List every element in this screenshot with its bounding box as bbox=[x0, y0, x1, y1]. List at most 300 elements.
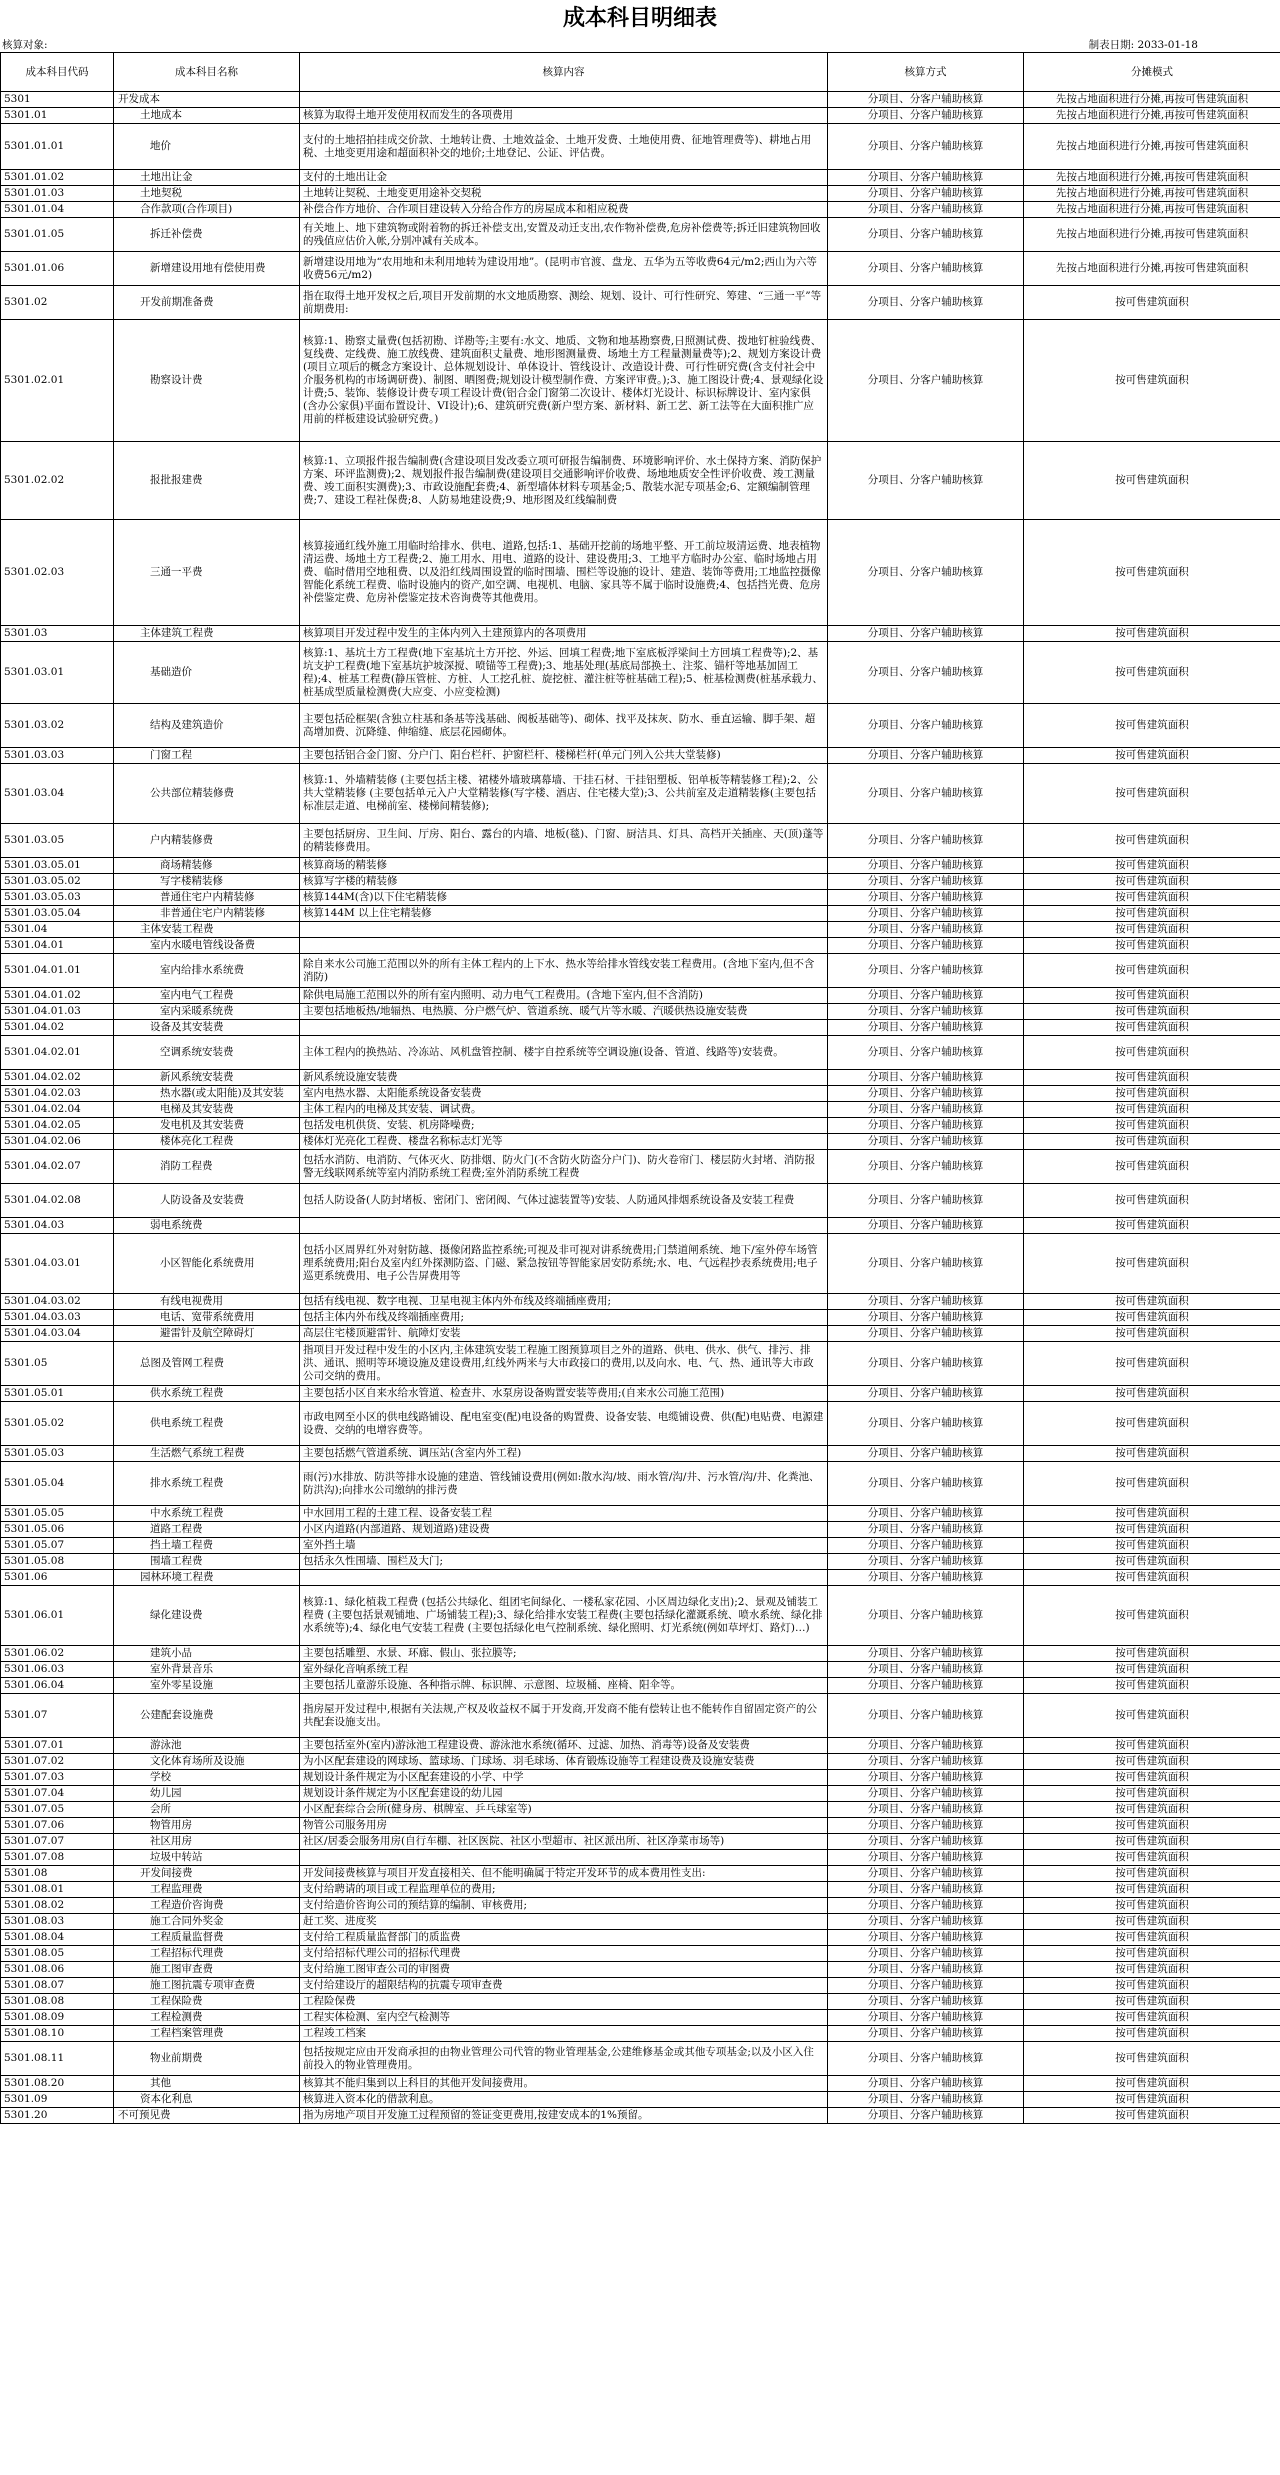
code-cell: 5301.05.02 bbox=[1, 1402, 114, 1446]
method-cell: 分项目、分客户辅助核算 bbox=[828, 1962, 1024, 1978]
content-cell: 社区/居委会服务用房(自行车棚、社区医院、社区小型超市、社区派出所、社区净菜市场等) bbox=[300, 1834, 828, 1850]
name-cell: 土地出让金 bbox=[114, 170, 300, 186]
code-cell: 5301.03.05.02 bbox=[1, 874, 114, 890]
name-cell: 避雷针及航空障碍灯 bbox=[114, 1326, 300, 1342]
mode-cell: 按可售建筑面积 bbox=[1024, 2076, 1280, 2092]
content-cell bbox=[300, 1570, 828, 1586]
content-cell: 主体工程内的换热站、冷冻站、风机盘管控制、楼宇自控系统等空调设施(设备、管道、线路等)安装费。 bbox=[300, 1036, 828, 1070]
method-cell: 分项目、分客户辅助核算 bbox=[828, 170, 1024, 186]
method-cell: 分项目、分客户辅助核算 bbox=[828, 748, 1024, 764]
code-cell: 5301.05.05 bbox=[1, 1506, 114, 1522]
mode-cell: 按可售建筑面积 bbox=[1024, 1978, 1280, 1994]
content-cell: 主要包括砼框架(含独立柱基和条基等浅基础、阀板基础等)、砌体、找平及抹灰、防水、垂直运输、脚手架、超高增加费、沉降缝、伸缩缝、底层花园砌体。 bbox=[300, 704, 828, 748]
name-cell: 室内水暖电管线设备费 bbox=[114, 938, 300, 954]
table-row bbox=[1, 286, 1280, 320]
table-row bbox=[1, 938, 1280, 954]
code-cell: 5301.04.01.01 bbox=[1, 954, 114, 988]
name-cell: 园林环境工程费 bbox=[114, 1570, 300, 1586]
name-cell: 发电机及其安装费 bbox=[114, 1118, 300, 1134]
content-cell: 工程竣工档案 bbox=[300, 2026, 828, 2042]
mode-cell: 先按占地面积进行分摊,再按可售建筑面积 bbox=[1024, 186, 1280, 202]
content-cell: 核算进入资本化的借款利息。 bbox=[300, 2092, 828, 2108]
table-row bbox=[1, 1754, 1280, 1770]
table-row bbox=[1, 2076, 1280, 2092]
method-cell: 分项目、分客户辅助核算 bbox=[828, 1446, 1024, 1462]
code-cell: 5301.08.08 bbox=[1, 1994, 114, 2010]
method-cell: 分项目、分客户辅助核算 bbox=[828, 988, 1024, 1004]
method-cell: 分项目、分客户辅助核算 bbox=[828, 1004, 1024, 1020]
mode-cell: 按可售建筑面积 bbox=[1024, 1462, 1280, 1506]
code-cell: 5301.01.05 bbox=[1, 218, 114, 252]
content-cell: 核算:1、基坑土方工程费(地下室基坑土方开挖、外运、回填工程费;地下室底板浮梁间土方回填工程费等);2、基坑支护工程费(地下室基坑护坡深搅、喷锚等工程费);3、地基处理(基底局部换土、注浆、锚杆等地基加固工程);4、桩基工程费(静压管桩、方桩、人工挖孔桩、旋挖桩、灌注桩等桩基础工程);5、桩基检测费(桩基承载力、桩基成型质量检测费(大应变、小应变检测) bbox=[300, 642, 828, 704]
code-cell: 5301.04.02.07 bbox=[1, 1150, 114, 1184]
content-cell: 市政电网至小区的供电线路铺设、配电室变(配)电设备的购置费、设备安装、电缆铺设费、供(配)电贴费、电源建设费、交纳的电增容费等。 bbox=[300, 1402, 828, 1446]
table-row bbox=[1, 1538, 1280, 1554]
method-cell: 分项目、分客户辅助核算 bbox=[828, 1646, 1024, 1662]
method-cell: 分项目、分客户辅助核算 bbox=[828, 1882, 1024, 1898]
name-cell: 勘察设计费 bbox=[114, 320, 300, 442]
mode-cell: 按可售建筑面积 bbox=[1024, 938, 1280, 954]
name-cell: 室内采暖系统费 bbox=[114, 1004, 300, 1020]
code-cell: 5301.07 bbox=[1, 1694, 114, 1738]
content-cell: 指为房地产项目开发施工过程预留的签证变更费用,按建安成本的1%预留。 bbox=[300, 2108, 828, 2124]
mode-cell: 按可售建筑面积 bbox=[1024, 1004, 1280, 1020]
content-cell: 规划设计条件规定为小区配套建设的幼儿园 bbox=[300, 1786, 828, 1802]
method-cell: 分项目、分客户辅助核算 bbox=[828, 938, 1024, 954]
code-cell: 5301.01 bbox=[1, 108, 114, 124]
method-cell: 分项目、分客户辅助核算 bbox=[828, 1850, 1024, 1866]
method-cell: 分项目、分客户辅助核算 bbox=[828, 1738, 1024, 1754]
mode-cell: 先按占地面积进行分摊,再按可售建筑面积 bbox=[1024, 202, 1280, 218]
table-row bbox=[1, 1020, 1280, 1036]
name-cell: 弱电系统费 bbox=[114, 1218, 300, 1234]
table-row bbox=[1, 1818, 1280, 1834]
name-cell: 文化体育场所及设施 bbox=[114, 1754, 300, 1770]
name-cell: 写字楼精装修 bbox=[114, 874, 300, 890]
table-row bbox=[1, 1962, 1280, 1978]
mode-cell: 按可售建筑面积 bbox=[1024, 1586, 1280, 1646]
method-cell: 分项目、分客户辅助核算 bbox=[828, 1326, 1024, 1342]
mode-cell: 按可售建筑面积 bbox=[1024, 1786, 1280, 1802]
method-cell: 分项目、分客户辅助核算 bbox=[828, 1020, 1024, 1036]
table-row bbox=[1, 1802, 1280, 1818]
name-cell: 主体安装工程费 bbox=[114, 922, 300, 938]
method-cell: 分项目、分客户辅助核算 bbox=[828, 1978, 1024, 1994]
table-row bbox=[1, 824, 1280, 858]
name-cell: 游泳池 bbox=[114, 1738, 300, 1754]
method-cell: 分项目、分客户辅助核算 bbox=[828, 764, 1024, 824]
method-cell: 分项目、分客户辅助核算 bbox=[828, 642, 1024, 704]
code-cell: 5301.05.08 bbox=[1, 1554, 114, 1570]
table-row bbox=[1, 922, 1280, 938]
content-cell: 指项目开发过程中发生的小区内,主体建筑安装工程施工图预算项目之外的道路、供电、供水、供气、排污、排洪、通讯、照明等环境设施及建设费用,红线外两米与大市政接口的费用,以及向水、电、气、热、通讯等大市政公司交纳的费用。 bbox=[300, 1342, 828, 1386]
mode-cell: 按可售建筑面积 bbox=[1024, 1020, 1280, 1036]
content-cell: 指房屋开发过程中,根据有关法规,产权及收益权不属于开发商,开发商不能有偿转让也不能转作自留固定资产的公共配套设施支出。 bbox=[300, 1694, 828, 1738]
code-cell: 5301.01.06 bbox=[1, 252, 114, 286]
content-cell: 主要包括燃气管道系统、调压站(含室内外工程) bbox=[300, 1446, 828, 1462]
mode-cell: 按可售建筑面积 bbox=[1024, 1834, 1280, 1850]
method-cell: 分项目、分客户辅助核算 bbox=[828, 1834, 1024, 1850]
method-cell: 分项目、分客户辅助核算 bbox=[828, 1586, 1024, 1646]
table-header-row bbox=[1, 53, 1280, 92]
method-cell: 分项目、分客户辅助核算 bbox=[828, 124, 1024, 170]
content-cell: 核算接通红线外施工用临时给排水、供电、道路,包括:1、基础开挖前的场地平整、开工前垃圾清运费、地表植物清运费、场地土方工程费;2、施工用水、用电、道路的设计、建设费用;3、工地平方临时办公室、临时场地占用费、临时借用空地租费、以及沿红线周围设置的临时围墙、围栏等设施的设计、建造、装饰等费用;工地监控摄像智能化系统工程费、临时设施内的资产,如空调、电视机、电脑、家具等不属于临时设施费;4、包括挡光费、危房补偿鉴定费、危房补偿鉴定技术咨询费等其他费用。 bbox=[300, 520, 828, 626]
content-cell: 新增建设用地为“农用地和未利用地转为建设用地”。(昆明市官渡、盘龙、五华为五等收费64元/m2;西山为六等收费56元/m2) bbox=[300, 252, 828, 286]
code-cell: 5301.05.04 bbox=[1, 1462, 114, 1506]
table-row bbox=[1, 626, 1280, 642]
header-content: 核算内容 bbox=[300, 53, 828, 92]
content-cell: 核算144M 以上住宅精装修 bbox=[300, 906, 828, 922]
content-cell: 支付给聘请的项目或工程监理单位的费用; bbox=[300, 1882, 828, 1898]
content-cell: 主要包括铝合金门窗、分户门、阳台栏杆、护窗栏杆、楼梯栏杆(单元门列入公共大堂装修) bbox=[300, 748, 828, 764]
name-cell: 开发成本 bbox=[114, 92, 300, 108]
code-cell: 5301.08.09 bbox=[1, 2010, 114, 2026]
method-cell: 分项目、分客户辅助核算 bbox=[828, 922, 1024, 938]
method-cell: 分项目、分客户辅助核算 bbox=[828, 1754, 1024, 1770]
name-cell: 商场精装修 bbox=[114, 858, 300, 874]
code-cell: 5301.04.02.08 bbox=[1, 1184, 114, 1218]
code-cell: 5301.04.02 bbox=[1, 1020, 114, 1036]
mode-cell: 按可售建筑面积 bbox=[1024, 1538, 1280, 1554]
name-cell: 设备及其安装费 bbox=[114, 1020, 300, 1036]
content-cell: 包括有线电视、数字电视、卫星电视主体内外布线及终端插座费用; bbox=[300, 1294, 828, 1310]
code-cell: 5301.20 bbox=[1, 2108, 114, 2124]
content-cell: 核算项目开发过程中发生的主体内列入土建预算内的各项费用 bbox=[300, 626, 828, 642]
method-cell: 分项目、分客户辅助核算 bbox=[828, 2092, 1024, 2108]
content-cell: 支付给建设厅的超限结构的抗震专项审查费 bbox=[300, 1978, 828, 1994]
method-cell: 分项目、分客户辅助核算 bbox=[828, 874, 1024, 890]
method-cell: 分项目、分客户辅助核算 bbox=[828, 252, 1024, 286]
table-row bbox=[1, 1834, 1280, 1850]
mode-cell: 按可售建筑面积 bbox=[1024, 2108, 1280, 2124]
content-cell: 小区内道路(内部道路、规划道路)建设费 bbox=[300, 1522, 828, 1538]
mode-cell: 按可售建筑面积 bbox=[1024, 1898, 1280, 1914]
mode-cell: 按可售建筑面积 bbox=[1024, 1310, 1280, 1326]
mode-cell: 按可售建筑面积 bbox=[1024, 2010, 1280, 2026]
mode-cell: 按可售建筑面积 bbox=[1024, 1134, 1280, 1150]
code-cell: 5301.04.02.02 bbox=[1, 1070, 114, 1086]
name-cell: 工程检测费 bbox=[114, 2010, 300, 2026]
method-cell: 分项目、分客户辅助核算 bbox=[828, 1898, 1024, 1914]
table-row bbox=[1, 1070, 1280, 1086]
name-cell: 垃圾中转站 bbox=[114, 1850, 300, 1866]
table-row bbox=[1, 1586, 1280, 1646]
header-name: 成本科目名称 bbox=[114, 53, 300, 92]
mode-cell: 按可售建筑面积 bbox=[1024, 1150, 1280, 1184]
method-cell: 分项目、分客户辅助核算 bbox=[828, 1134, 1024, 1150]
code-cell: 5301.04.02.03 bbox=[1, 1086, 114, 1102]
content-cell: 主要包括地板热/地辐热、电热膜、分户燃气炉、管道系统、暖气片等水暖、汽暖供热设施安装费 bbox=[300, 1004, 828, 1020]
content-cell bbox=[300, 922, 828, 938]
table-row bbox=[1, 320, 1280, 442]
code-cell: 5301.03.05.01 bbox=[1, 858, 114, 874]
table-row bbox=[1, 1462, 1280, 1506]
mode-cell: 按可售建筑面积 bbox=[1024, 1294, 1280, 1310]
content-cell: 除供电局施工范围以外的所有室内照明、动力电气工程费用。(含地下室内,但不含消防) bbox=[300, 988, 828, 1004]
mode-cell: 按可售建筑面积 bbox=[1024, 874, 1280, 890]
content-cell: 开发间接费核算与项目开发直接相关、但不能明确属于特定开发环节的成本费用性支出: bbox=[300, 1866, 828, 1882]
table-row bbox=[1, 1506, 1280, 1522]
mode-cell: 按可售建筑面积 bbox=[1024, 1738, 1280, 1754]
method-cell: 分项目、分客户辅助核算 bbox=[828, 2026, 1024, 2042]
name-cell: 中水系统工程费 bbox=[114, 1506, 300, 1522]
name-cell: 生活燃气系统工程费 bbox=[114, 1446, 300, 1462]
content-cell: 指在取得土地开发权之后,项目开发前期的水文地质勘察、测绘、规划、设计、可行性研究、筹建、“三通一平”等前期费用: bbox=[300, 286, 828, 320]
name-cell: 社区用房 bbox=[114, 1834, 300, 1850]
name-cell: 公共部位精装修费 bbox=[114, 764, 300, 824]
name-cell: 普通住宅户内精装修 bbox=[114, 890, 300, 906]
mode-cell: 按可售建筑面积 bbox=[1024, 1754, 1280, 1770]
method-cell: 分项目、分客户辅助核算 bbox=[828, 906, 1024, 922]
mode-cell: 按可售建筑面积 bbox=[1024, 1570, 1280, 1586]
name-cell: 基础造价 bbox=[114, 642, 300, 704]
content-cell: 主要包括小区自来水给水管道、检查井、水泵房设备购置安装等费用;(自来水公司施工范围) bbox=[300, 1386, 828, 1402]
method-cell: 分项目、分客户辅助核算 bbox=[828, 1102, 1024, 1118]
name-cell: 不可预见费 bbox=[114, 2108, 300, 2124]
name-cell: 主体建筑工程费 bbox=[114, 626, 300, 642]
content-cell: 中水回用工程的土建工程、设备安装工程 bbox=[300, 1506, 828, 1522]
method-cell: 分项目、分客户辅助核算 bbox=[828, 320, 1024, 442]
name-cell: 电梯及其安装费 bbox=[114, 1102, 300, 1118]
mode-cell: 按可售建筑面积 bbox=[1024, 890, 1280, 906]
code-cell: 5301.05.06 bbox=[1, 1522, 114, 1538]
mode-cell: 按可售建筑面积 bbox=[1024, 1946, 1280, 1962]
mode-cell: 按可售建筑面积 bbox=[1024, 1118, 1280, 1134]
code-cell: 5301.07.05 bbox=[1, 1802, 114, 1818]
content-cell: 土地转让契税、土地变更用途补交契税 bbox=[300, 186, 828, 202]
table-row bbox=[1, 1994, 1280, 2010]
mode-cell: 按可售建筑面积 bbox=[1024, 1446, 1280, 1462]
method-cell: 分项目、分客户辅助核算 bbox=[828, 186, 1024, 202]
table-row bbox=[1, 1150, 1280, 1184]
code-cell: 5301.05 bbox=[1, 1342, 114, 1386]
code-cell: 5301.08.02 bbox=[1, 1898, 114, 1914]
name-cell: 小区智能化系统费用 bbox=[114, 1234, 300, 1294]
table-row bbox=[1, 1004, 1280, 1020]
content-cell bbox=[300, 1020, 828, 1036]
method-cell: 分项目、分客户辅助核算 bbox=[828, 824, 1024, 858]
name-cell: 工程造价咨询费 bbox=[114, 1898, 300, 1914]
code-cell: 5301.01.03 bbox=[1, 186, 114, 202]
code-cell: 5301.04.03.02 bbox=[1, 1294, 114, 1310]
content-cell: 核算144M(含)以下住宅精装修 bbox=[300, 890, 828, 906]
code-cell: 5301.08.05 bbox=[1, 1946, 114, 1962]
code-cell: 5301.08.03 bbox=[1, 1914, 114, 1930]
method-cell: 分项目、分客户辅助核算 bbox=[828, 1786, 1024, 1802]
method-cell: 分项目、分客户辅助核算 bbox=[828, 1662, 1024, 1678]
name-cell: 供电系统工程费 bbox=[114, 1402, 300, 1446]
method-cell: 分项目、分客户辅助核算 bbox=[828, 954, 1024, 988]
mode-cell: 按可售建筑面积 bbox=[1024, 1694, 1280, 1738]
code-cell: 5301.06.04 bbox=[1, 1678, 114, 1694]
name-cell: 合作款项(合作项目) bbox=[114, 202, 300, 218]
name-cell: 室外零星设施 bbox=[114, 1678, 300, 1694]
code-cell: 5301.02.01 bbox=[1, 320, 114, 442]
code-cell: 5301.03.04 bbox=[1, 764, 114, 824]
code-cell: 5301.04.02.04 bbox=[1, 1102, 114, 1118]
code-cell: 5301.05.07 bbox=[1, 1538, 114, 1554]
method-cell: 分项目、分客户辅助核算 bbox=[828, 2010, 1024, 2026]
code-cell: 5301.04.01.02 bbox=[1, 988, 114, 1004]
header-code: 成本科目代码 bbox=[1, 53, 114, 92]
name-cell: 幼儿园 bbox=[114, 1786, 300, 1802]
table-row bbox=[1, 874, 1280, 890]
mode-cell: 按可售建筑面积 bbox=[1024, 1234, 1280, 1294]
name-cell: 工程质量监督费 bbox=[114, 1930, 300, 1946]
table-row bbox=[1, 2010, 1280, 2026]
method-cell: 分项目、分客户辅助核算 bbox=[828, 1930, 1024, 1946]
code-cell: 5301.04.02.05 bbox=[1, 1118, 114, 1134]
mode-cell: 按可售建筑面积 bbox=[1024, 1962, 1280, 1978]
table-row bbox=[1, 1402, 1280, 1446]
mode-cell: 按可售建筑面积 bbox=[1024, 1522, 1280, 1538]
name-cell: 施工合同外奖金 bbox=[114, 1914, 300, 1930]
table-row bbox=[1, 1446, 1280, 1462]
content-cell: 室外绿化音响系统工程 bbox=[300, 1662, 828, 1678]
table-row bbox=[1, 2108, 1280, 2124]
method-cell: 分项目、分客户辅助核算 bbox=[828, 286, 1024, 320]
table-row bbox=[1, 2026, 1280, 2042]
method-cell: 分项目、分客户辅助核算 bbox=[828, 92, 1024, 108]
table-row bbox=[1, 186, 1280, 202]
mode-cell: 按可售建筑面积 bbox=[1024, 1554, 1280, 1570]
mode-cell: 按可售建筑面积 bbox=[1024, 954, 1280, 988]
mode-cell: 按可售建筑面积 bbox=[1024, 1770, 1280, 1786]
content-cell: 核算:1、绿化植栽工程费 (包括公共绿化、组团宅间绿化、一楼私家花园、小区周边绿化支出);2、景观及铺装工程费 (主要包括景观铺地、广场铺装工程);3、绿化给排水安装工程费(主要包括绿化灌溉系统、喷水系统、绿化排水系统等);4、绿化电气安装工程费 (主要包括绿化电气控制系统、绿化照明、灯光系统(例如草坪灯、路灯)…) bbox=[300, 1586, 828, 1646]
name-cell: 户内精装修费 bbox=[114, 824, 300, 858]
method-cell: 分项目、分客户辅助核算 bbox=[828, 1994, 1024, 2010]
mode-cell: 按可售建筑面积 bbox=[1024, 1850, 1280, 1866]
content-cell: 包括小区周界红外对射防越、摄像闭路监控系统;可视及非可视对讲系统费用;门禁道闸系统、地下/室外停车场管理系统费用;阳台及室内红外探测防盗、门磁、紧急按钮等智能家居安防系统;水、电、气远程抄表系统费用;电子巡更系统费用、电子公告屏费用等 bbox=[300, 1234, 828, 1294]
method-cell: 分项目、分客户辅助核算 bbox=[828, 1570, 1024, 1586]
code-cell: 5301.07.02 bbox=[1, 1754, 114, 1770]
table-row bbox=[1, 1914, 1280, 1930]
name-cell: 热水器(或太阳能)及其安装 bbox=[114, 1086, 300, 1102]
name-cell: 结构及建筑造价 bbox=[114, 704, 300, 748]
content-cell: 包括人防设备(人防封堵板、密闭门、密闭阀、气体过滤装置等)安装、人防通风排烟系统设备及安装工程费 bbox=[300, 1184, 828, 1218]
method-cell: 分项目、分客户辅助核算 bbox=[828, 108, 1024, 124]
table-row bbox=[1, 108, 1280, 124]
method-cell: 分项目、分客户辅助核算 bbox=[828, 1694, 1024, 1738]
name-cell: 绿化建设费 bbox=[114, 1586, 300, 1646]
code-cell: 5301.04.02.06 bbox=[1, 1134, 114, 1150]
name-cell: 物业前期费 bbox=[114, 2042, 300, 2076]
table-row bbox=[1, 1386, 1280, 1402]
name-cell: 门窗工程 bbox=[114, 748, 300, 764]
content-cell bbox=[300, 1218, 828, 1234]
table-row bbox=[1, 1898, 1280, 1914]
name-cell: 挡土墙工程费 bbox=[114, 1538, 300, 1554]
method-cell: 分项目、分客户辅助核算 bbox=[828, 2042, 1024, 2076]
code-cell: 5301.04.01 bbox=[1, 938, 114, 954]
method-cell: 分项目、分客户辅助核算 bbox=[828, 1294, 1024, 1310]
name-cell: 开发间接费 bbox=[114, 1866, 300, 1882]
content-cell: 核算其不能归集到以上科目的其他开发间接费用。 bbox=[300, 2076, 828, 2092]
mode-cell: 按可售建筑面积 bbox=[1024, 704, 1280, 748]
name-cell: 土地成本 bbox=[114, 108, 300, 124]
code-cell: 5301.04.01.03 bbox=[1, 1004, 114, 1020]
mode-cell: 按可售建筑面积 bbox=[1024, 1402, 1280, 1446]
name-cell: 室内电气工程费 bbox=[114, 988, 300, 1004]
mode-cell: 按可售建筑面积 bbox=[1024, 1930, 1280, 1946]
code-cell: 5301.05.03 bbox=[1, 1446, 114, 1462]
code-cell: 5301.02.02 bbox=[1, 442, 114, 520]
name-cell: 开发前期准备费 bbox=[114, 286, 300, 320]
name-cell: 其他 bbox=[114, 2076, 300, 2092]
code-cell: 5301.03.01 bbox=[1, 642, 114, 704]
method-cell: 分项目、分客户辅助核算 bbox=[828, 1310, 1024, 1326]
name-cell: 物管用房 bbox=[114, 1818, 300, 1834]
name-cell: 施工图审查费 bbox=[114, 1962, 300, 1978]
content-cell bbox=[300, 1850, 828, 1866]
name-cell: 消防工程费 bbox=[114, 1150, 300, 1184]
mode-cell: 按可售建筑面积 bbox=[1024, 764, 1280, 824]
content-cell: 支付给造价咨询公司的预结算的编制、审核费用; bbox=[300, 1898, 828, 1914]
code-cell: 5301.04 bbox=[1, 922, 114, 938]
content-cell: 主要包括儿童游乐设施、各种指示牌、标识牌、示意图、垃圾桶、座椅、阳伞等。 bbox=[300, 1678, 828, 1694]
table-row bbox=[1, 1882, 1280, 1898]
method-cell: 分项目、分客户辅助核算 bbox=[828, 218, 1024, 252]
table-row bbox=[1, 1326, 1280, 1342]
method-cell: 分项目、分客户辅助核算 bbox=[828, 1946, 1024, 1962]
content-cell bbox=[300, 938, 828, 954]
mode-cell: 按可售建筑面积 bbox=[1024, 1036, 1280, 1070]
code-cell: 5301.08.20 bbox=[1, 2076, 114, 2092]
table-row bbox=[1, 170, 1280, 186]
code-cell: 5301.08.04 bbox=[1, 1930, 114, 1946]
mode-cell: 按可售建筑面积 bbox=[1024, 1386, 1280, 1402]
mode-cell: 按可售建筑面积 bbox=[1024, 1102, 1280, 1118]
mode-cell: 按可售建筑面积 bbox=[1024, 858, 1280, 874]
table-row bbox=[1, 218, 1280, 252]
code-cell: 5301.07.04 bbox=[1, 1786, 114, 1802]
method-cell: 分项目、分客户辅助核算 bbox=[828, 1554, 1024, 1570]
mode-cell: 先按占地面积进行分摊,再按可售建筑面积 bbox=[1024, 108, 1280, 124]
method-cell: 分项目、分客户辅助核算 bbox=[828, 1818, 1024, 1834]
content-cell: 包括永久性围墙、围栏及大门; bbox=[300, 1554, 828, 1570]
content-cell: 雨(污)水排放、防洪等排水设施的建造、管线铺设费用(例如:散水沟/坡、雨水管/沟/井、污水管/沟/井、化粪池、防洪沟);向排水公司缴纳的排污费 bbox=[300, 1462, 828, 1506]
mode-cell: 按可售建筑面积 bbox=[1024, 320, 1280, 442]
table-row bbox=[1, 1554, 1280, 1570]
method-cell: 分项目、分客户辅助核算 bbox=[828, 1118, 1024, 1134]
code-cell: 5301.03.05.04 bbox=[1, 906, 114, 922]
table-row bbox=[1, 764, 1280, 824]
mode-cell: 先按占地面积进行分摊,再按可售建筑面积 bbox=[1024, 170, 1280, 186]
method-cell: 分项目、分客户辅助核算 bbox=[828, 1402, 1024, 1446]
name-cell: 排水系统工程费 bbox=[114, 1462, 300, 1506]
content-cell: 包括主体内外布线及终端插座费用; bbox=[300, 1310, 828, 1326]
content-cell: 包括按规定应由开发商承担的由物业管理公司代管的物业管理基金,公建维修基金或其他专项基金;以及小区入住前投入的物业管理费用。 bbox=[300, 2042, 828, 2076]
method-cell: 分项目、分客户辅助核算 bbox=[828, 202, 1024, 218]
method-cell: 分项目、分客户辅助核算 bbox=[828, 1462, 1024, 1506]
table-row bbox=[1, 1694, 1280, 1738]
name-cell: 人防设备及安装费 bbox=[114, 1184, 300, 1218]
name-cell: 工程监理费 bbox=[114, 1882, 300, 1898]
table-row bbox=[1, 1294, 1280, 1310]
code-cell: 5301.08 bbox=[1, 1866, 114, 1882]
name-cell: 新增建设用地有偿使用费 bbox=[114, 252, 300, 286]
content-cell: 支付的土地出让金 bbox=[300, 170, 828, 186]
method-cell: 分项目、分客户辅助核算 bbox=[828, 890, 1024, 906]
code-cell: 5301.08.11 bbox=[1, 2042, 114, 2076]
table-row bbox=[1, 1678, 1280, 1694]
code-cell: 5301.02.03 bbox=[1, 520, 114, 626]
content-cell: 除自来水公司施工范围以外的所有主体工程内的上下水、热水等给排水管线安装工程费用。(含地下室内,但不含消防) bbox=[300, 954, 828, 988]
content-cell: 核算为取得土地开发使用权而发生的各项费用 bbox=[300, 108, 828, 124]
name-cell: 电话、宽带系统费用 bbox=[114, 1310, 300, 1326]
name-cell: 工程招标代理费 bbox=[114, 1946, 300, 1962]
table-row bbox=[1, 1036, 1280, 1070]
